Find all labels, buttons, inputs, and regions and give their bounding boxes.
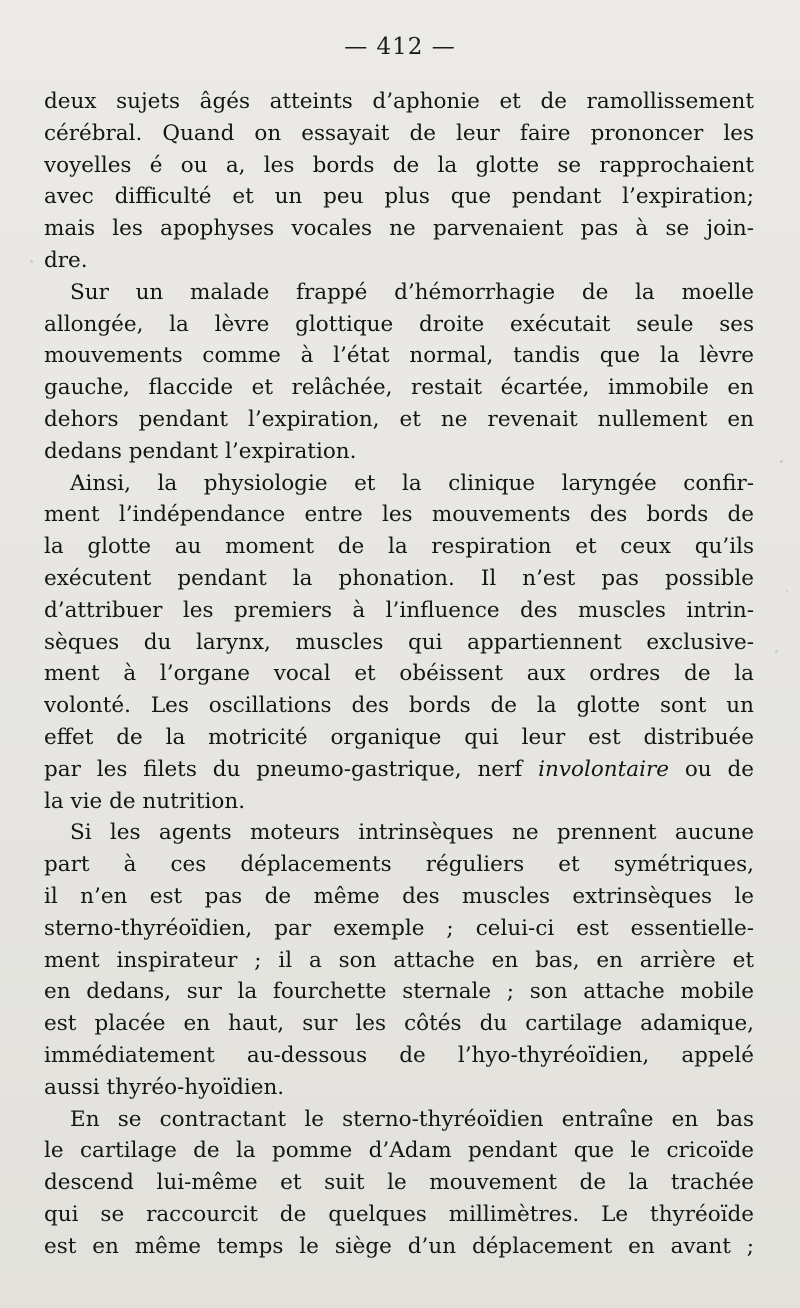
paragraph-5 (44, 1104, 754, 1263)
paragraph-3 (44, 468, 754, 818)
text-segment: ou de (668, 756, 754, 782)
text-line: en dedans, sur la fourchette sternale ; son attache mobile (44, 979, 754, 1005)
text-line: avec difficulté et un peu plus que pendant l’expiration; (44, 184, 754, 210)
text-line: d’attribuer les premiers à l’influence des muscles intrin- (44, 597, 754, 623)
text-line: aussi thyréo-hyoïdien. (44, 1074, 285, 1100)
scan-speck (30, 260, 33, 263)
text-line: voyelles é ou a, les bords de la glotte se rapprochaient (44, 152, 754, 178)
text-line-with-italic (44, 754, 754, 786)
paragraph-2 (44, 277, 754, 468)
text-line: dehors pendant l’expiration, et ne revenait nullement en (44, 406, 754, 432)
text-line: Sur un malade frappé d’hémorrhagie de la moelle (70, 279, 754, 305)
text-line: dre. (44, 247, 88, 273)
text-line: ment à l’organe vocal et obéissent aux ordres de la (44, 661, 754, 687)
text-line: il n’en est pas de même des muscles extrinsèques le (44, 883, 754, 909)
text-line: Si les agents moteurs intrinsèques ne prennent aucune (70, 820, 754, 846)
text-line: sèques du larynx, muscles qui appartiennent exclusive- (44, 629, 754, 655)
text-line: qui se raccourcit de quelques millimètres. Le thyréoïde (44, 1201, 754, 1227)
scan-speck (786, 590, 788, 592)
text-line: le cartilage de la pomme d’Adam pendant que le cricoïde (44, 1138, 754, 1164)
text-line: immédiatement au-dessous de l’hyo-thyréoïdien, appelé (44, 1042, 754, 1068)
text-line: la vie de nutrition. (44, 788, 246, 814)
paragraph-1 (44, 86, 754, 277)
text-line: Ainsi, la physiologie et la clinique laryngée confir- (70, 470, 754, 496)
text-line: cérébral. Quand on essayait de leur faire prononcer les (44, 120, 754, 146)
body-text (44, 86, 754, 1262)
scan-speck (775, 650, 778, 653)
text-line: effet de la motricité organique qui leur est distribuée (44, 724, 754, 750)
page-number: — 412 — (344, 34, 456, 60)
text-line: est en même temps le siège d’un déplacement en avant ; (44, 1233, 754, 1259)
scan-speck (780, 460, 783, 463)
text-segment: par les filets du pneumo-gastrique, nerf (44, 756, 539, 782)
text-line: sterno-thyréoïdien, par exemple ; celui-ci est essentielle- (44, 915, 754, 941)
text-line: dedans pendant l’expiration. (44, 438, 357, 464)
text-line: mais les apophyses vocales ne parvenaient pas à se join- (44, 216, 754, 242)
text-line: est placée en haut, sur les côtés du cartilage adamique, (44, 1011, 754, 1037)
paragraph-4 (44, 817, 754, 1103)
text-line: ment inspirateur ; il a son attache en bas, en arrière et (44, 947, 754, 973)
text-line: gauche, flaccide et relâchée, restait écartée, immobile en (44, 375, 754, 401)
text-line: En se contractant le sterno-thyréoïdien entraîne en bas (70, 1106, 754, 1132)
text-line: volonté. Les oscillations des bords de la glotte sont un (44, 693, 754, 719)
text-line: allongée, la lèvre glottique droite exécutait seule ses (44, 311, 754, 337)
text-line: deux sujets âgés atteints d’aphonie et de ramollissement (44, 89, 754, 114)
text-line: part à ces déplacements réguliers et symétriques, (44, 852, 754, 878)
text-line: ment l’indépendance entre les mouvements des bords de (44, 502, 754, 528)
text-line: la glotte au moment de la respiration et ceux qu’ils (44, 534, 754, 560)
text-line: mouvements comme à l’état normal, tandis que la lèvre (44, 343, 754, 369)
italic-word: involontaire (538, 756, 669, 782)
text-line: exécutent pendant la phonation. Il n’est pas possible (44, 565, 754, 591)
text-line: descend lui-même et suit le mouvement de la trachée (44, 1170, 754, 1196)
